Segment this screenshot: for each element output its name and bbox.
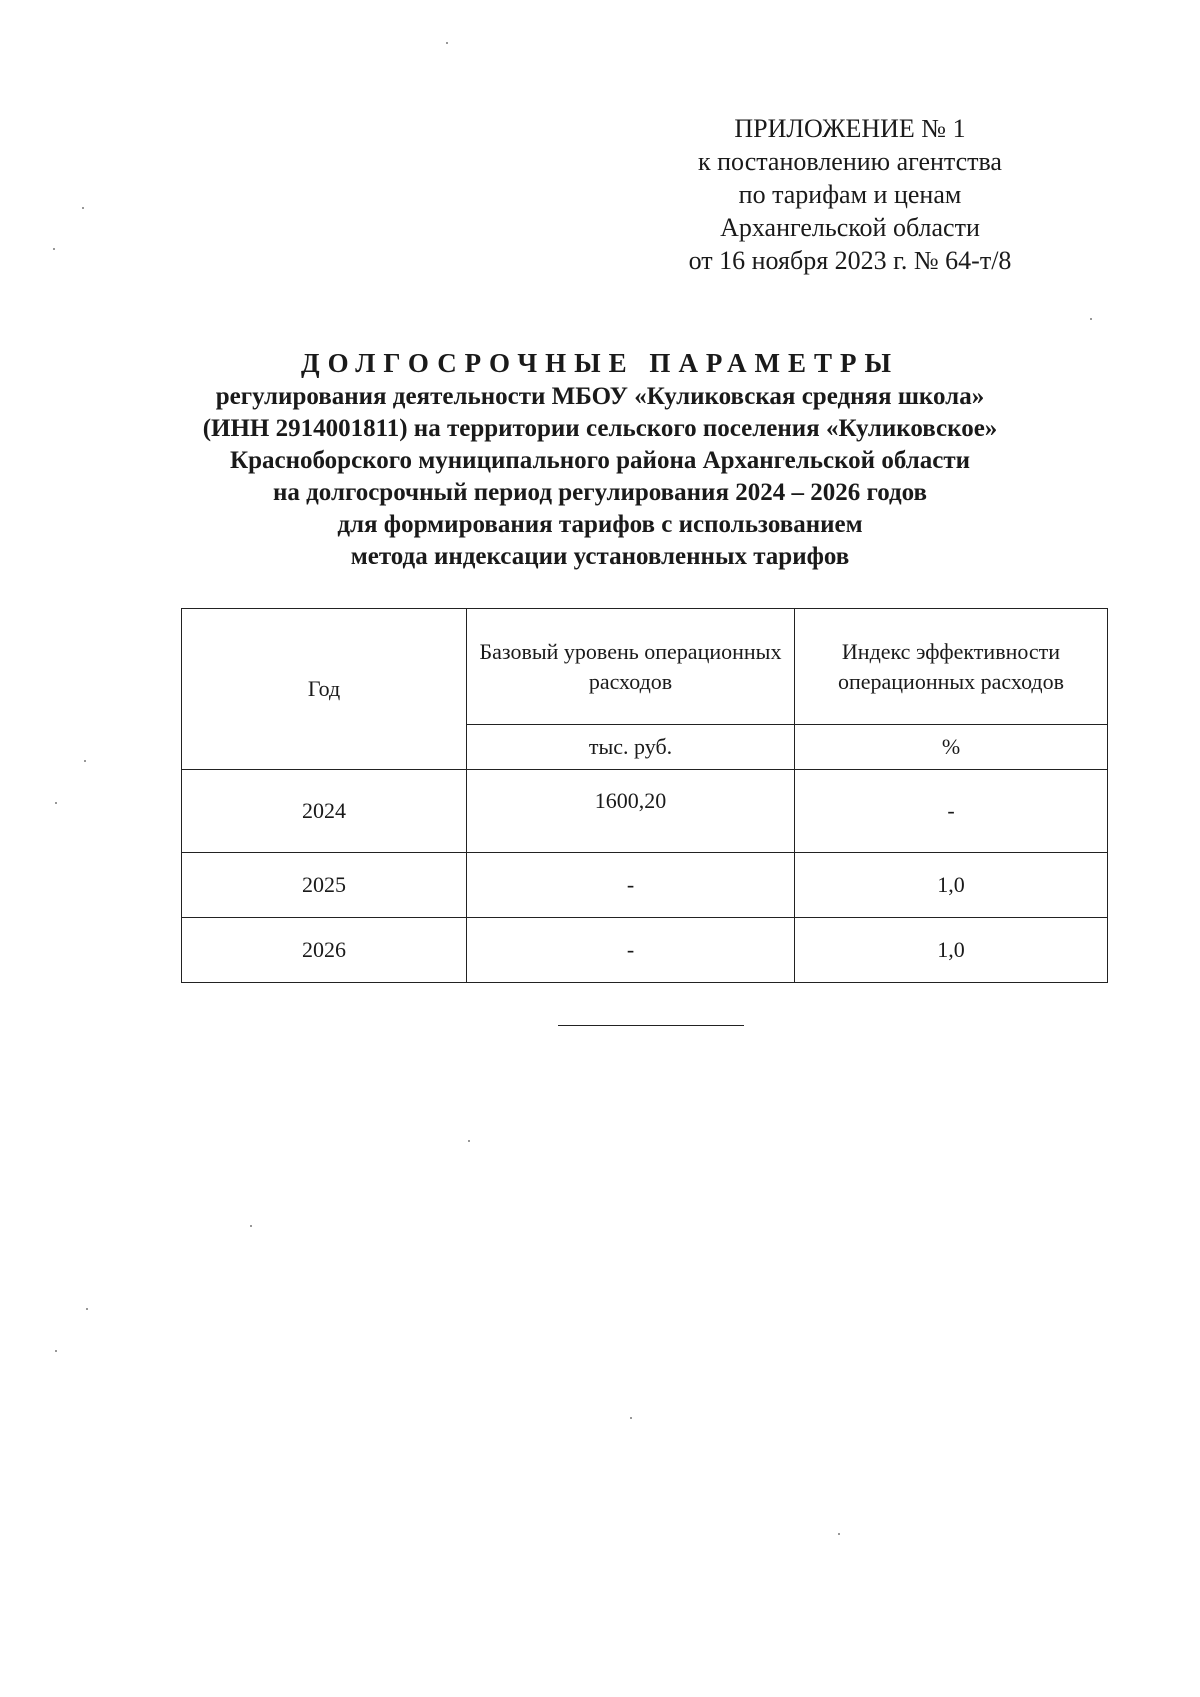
header-efficiency-index: Индекс эффективности операционных расходов [795,609,1108,725]
appendix-date-line: от 16 ноября 2023 г. № 64-т/8 [688,246,1012,275]
cell-base-opex: - [467,918,795,983]
header-base-opex: Базовый уровень операционных расходов [467,609,795,725]
scan-speck [55,802,57,804]
end-separator-line [558,1025,744,1026]
scan-speck [1090,318,1092,320]
appendix-agency-line: по тарифам и ценам [738,180,962,209]
appendix-number: ПРИЛОЖЕНИЕ № 1 [734,114,966,143]
scan-speck [446,42,448,44]
title-line: регулирования деятельности МБОУ «Куликовская средняя школа» [215,383,985,410]
scan-speck [86,1308,88,1310]
document-title [150,345,1050,573]
unit-efficiency-index: % [795,725,1108,770]
cell-year: 2024 [182,770,467,853]
header-year: Год [182,609,467,770]
cell-year: 2026 [182,918,467,983]
cell-efficiency-index: 1,0 [795,853,1108,918]
appendix-reference-line: к постановлению агентства [698,147,1002,176]
cell-efficiency-index: - [795,770,1108,853]
scan-speck [468,1140,470,1142]
scan-speck [250,1225,252,1227]
scan-speck [55,1350,57,1352]
cell-year: 2025 [182,853,467,918]
title-line: для формирования тарифов с использованием [337,511,863,538]
appendix-header [640,112,1060,277]
parameters-table [181,608,1108,983]
scan-speck [838,1533,840,1535]
cell-base-opex: 1600,20 [467,770,795,853]
table-row [182,918,1108,983]
scan-speck [630,1417,632,1419]
table-header-row [182,609,1108,725]
appendix-region-line: Архангельской области [720,213,980,242]
scan-speck [53,248,55,250]
cell-base-opex: - [467,853,795,918]
title-main: ДОЛГОСРОЧНЫЕ ПАРАМЕТРЫ [301,348,899,378]
title-line: на долгосрочный период регулирования 2024 – 2026 годов [272,479,928,506]
table-row [182,853,1108,918]
title-line: (ИНН 2914001811) на территории сельского поселения «Куликовское» [202,415,998,442]
unit-base-opex: тыс. руб. [467,725,795,770]
scan-speck [84,760,86,762]
title-line: Красноборского муниципального района Архангельской области [229,447,971,474]
title-line: метода индексации установленных тарифов [350,543,850,570]
scan-speck [82,207,84,209]
cell-efficiency-index: 1,0 [795,918,1108,983]
table-row [182,770,1108,853]
